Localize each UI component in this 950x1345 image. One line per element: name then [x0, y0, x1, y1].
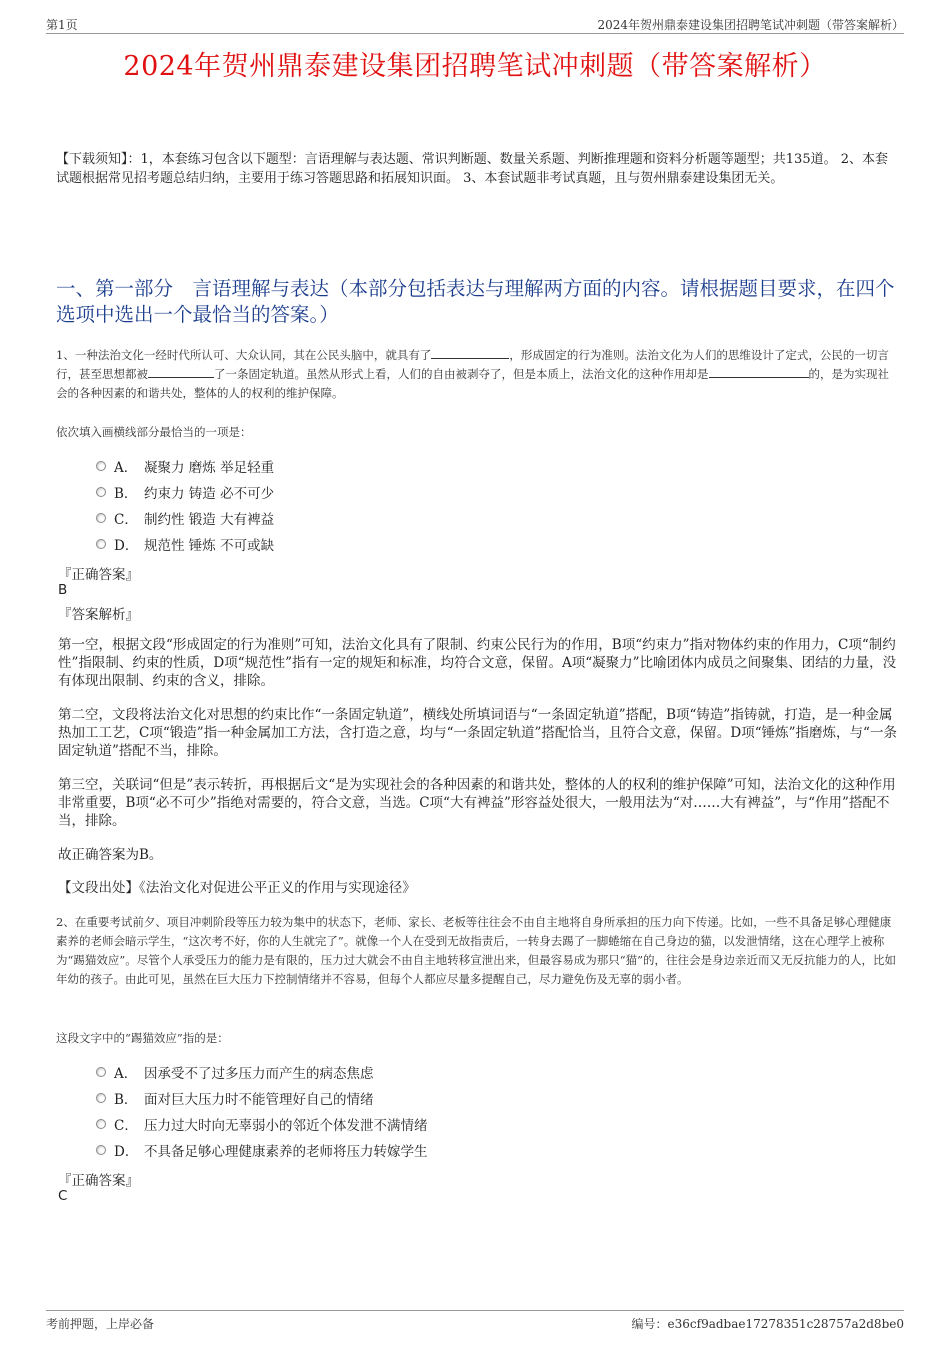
- footer-slogan: 考前押题，上岸必备: [46, 1317, 155, 1331]
- correct-answer: B: [58, 582, 68, 598]
- question-1-option-a[interactable]: A． 凝聚力 磨炼 举足轻重: [96, 455, 274, 477]
- analysis-paragraph: 第一空，根据文段“形成固定的行为准则”可知，法治文化具有了限制、约束公民行为的作用，B项“约束力”指对物体约束的作用力，C项“制约性”指限制、约束的性质，D项“规范性”指有一定的规矩和标准，均符合文意，保留。A项“凝聚力”比喻团体内成员之间聚集、团结的力量，没有体现出限制、约束的含义，排除。: [58, 637, 897, 689]
- question-2-stem: 这段文字中的“踢猫效应”指的是：: [56, 1031, 229, 1045]
- page-title: 2024年贺州鼎泰建设集团招聘笔试冲刺题（带答案解析）: [123, 51, 827, 82]
- option-text: 制约性 锻造 大有裨益: [144, 512, 275, 528]
- fill-blank: [709, 366, 809, 378]
- radio-button[interactable]: [96, 487, 106, 497]
- radio-button[interactable]: [96, 1093, 106, 1103]
- question-2-option-a[interactable]: A． 因承受不了过多压力而产生的病态焦虑: [96, 1061, 374, 1083]
- question-1-option-d[interactable]: D． 规范性 锤炼 不可或缺: [96, 533, 274, 555]
- answer-label: 『正确答案』: [58, 567, 139, 583]
- source-citation: 【文段出处】《法治文化对促进公平正义的作用与实现途径》: [58, 880, 416, 896]
- document-id: 编号：e36cf9adbae17278351c28757a2d8be0: [631, 1317, 904, 1331]
- option-text: 面对巨大压力时不能管理好自己的情绪: [144, 1092, 374, 1108]
- page-number: 第1页: [46, 18, 78, 32]
- question-2-option-b[interactable]: B． 面对巨大压力时不能管理好自己的情绪: [96, 1087, 374, 1109]
- fill-blank: [431, 347, 509, 359]
- radio-button[interactable]: [96, 1119, 106, 1129]
- question-1-stem: 依次填入画横线部分最恰当的一项是：: [56, 425, 252, 439]
- header-doc-title: 2024年贺州鼎泰建设集团招聘笔试冲刺题（带答案解析）: [597, 18, 904, 32]
- question-1-text: 1、一种法治文化一经时代所认可、大众认同，其在公民头脑中，就具有了 ，形成固定的行为准则。法治文化为人们的思维设计了定式，公民的一切言行，甚至思想都被 了一条固定轨道。虽然从形式上看，人们的自由被剥夺了，但是本质上，法治文化的这种作用却是 的，是为实现社会的各种因素的和谐共处，整体的人的权利的维护保障。: [56, 348, 889, 400]
- page-header: [46, 14, 904, 34]
- radio-button[interactable]: [96, 539, 106, 549]
- section-heading: 一、第一部分 言语理解与表达（本部分包括表达与理解两方面的内容。请根据题目要求，在四个选项中选出一个最恰当的答案。）: [56, 277, 895, 326]
- question-2-text: 2、在重要考试前夕、项目冲刺阶段等压力较为集中的状态下，老师、家长、老板等往往会不由自主地将自身所承担的压力向下传递。比如，一些不具备足够心理健康素养的老师会暗示学生，“这次考不好，你的人生就完了”。就像一个人在受到无故指责后，一转身去踢了一脚蜷缩在自己身边的猫，以发泄情绪，这在心理学上被称为“踢猫效应”。尽管个人承受压力的能力是有限的，压力过大就会不由自主地转移宣泄出来，但最容易成为那只“猫”的，往往会是身边亲近而又无反抗能力的人，比如年幼的孩子。由此可见，虽然在巨大压力下控制情绪并不容易，但每个人都应尽量多提醒自己，尽力避免伤及无辜的弱小者。: [56, 915, 897, 986]
- analysis-label: 『答案解析』: [58, 607, 139, 623]
- option-text: 规范性 锤炼 不可或缺: [144, 538, 275, 554]
- option-text: 因承受不了过多压力而产生的病态焦虑: [144, 1066, 374, 1082]
- radio-button[interactable]: [96, 1145, 106, 1155]
- analysis-paragraph: 第三空，关联词“但是”表示转折，再根据后文“是为实现社会的各种因素的和谐共处，整体的人的权利的维护保障”可知，法治文化的这种作用非常重要，B项“必不可少”指绝对需要的，符合文意，当选。C项“大有裨益”形容益处很大，一般用法为“对……大有裨益”，与“作用”搭配不当，排除。: [58, 777, 896, 829]
- option-text: 压力过大时向无辜弱小的邻近个体发泄不满情绪: [144, 1118, 428, 1134]
- question-1-option-c[interactable]: C． 制约性 锻造 大有裨益: [96, 507, 274, 529]
- radio-button[interactable]: [96, 1067, 106, 1077]
- analysis-conclusion: 故正确答案为B。: [58, 847, 163, 863]
- option-text: 不具备足够心理健康素养的老师将压力转嫁学生: [144, 1144, 428, 1160]
- option-text: 约束力 铸造 必不可少: [144, 486, 275, 502]
- option-text: 凝聚力 磨炼 举足轻重: [144, 460, 275, 476]
- radio-button[interactable]: [96, 513, 106, 523]
- question-2-option-d[interactable]: D． 不具备足够心理健康素养的老师将压力转嫁学生: [96, 1139, 428, 1161]
- download-notice: 【下载须知】：1，本套练习包含以下题型：言语理解与表达题、常识判断题、数量关系题、判断推理题和资料分析题等题型；共135道。 2、本套试题根据常见招考题总结归纳，主要用于练习答题思路和拓展知识面。 3、本套试题非考试真题，且与贺州鼎泰建设集团无关。: [56, 152, 888, 186]
- correct-answer: C: [58, 1188, 68, 1204]
- fill-blank: [148, 366, 214, 378]
- question-2-option-c[interactable]: C． 压力过大时向无辜弱小的邻近个体发泄不满情绪: [96, 1113, 428, 1135]
- answer-label: 『正确答案』: [58, 1173, 139, 1189]
- question-1-option-b[interactable]: B． 约束力 铸造 必不可少: [96, 481, 274, 503]
- analysis-paragraph: 第二空，文段将法治文化对思想的约束比作“一条固定轨道”，横线处所填词语与“一条固定轨道”搭配，B项“铸造”指铸就，打造，是一种金属热加工工艺，C项“锻造”指一种金属加工方法，含打造之意，均与“一条固定轨道”搭配恰当，且符合文意，保留。D项“锤炼”指磨炼，与“一条固定轨道”搭配不当，排除。: [58, 707, 897, 759]
- radio-button[interactable]: [96, 461, 106, 471]
- page-footer: [46, 1310, 904, 1330]
